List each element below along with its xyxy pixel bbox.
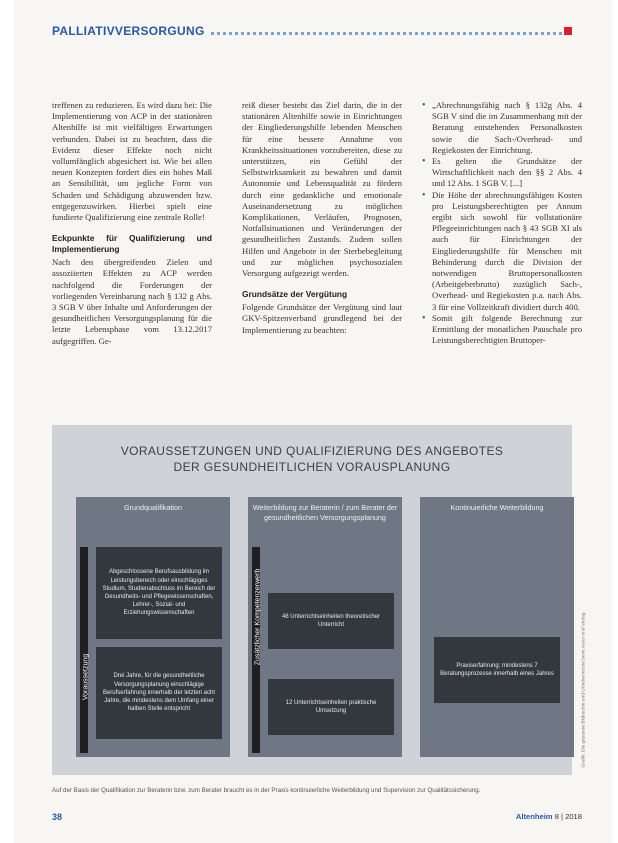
- bullet-item: • „Abrechnungsfähig nach § 132g Abs. 4 SGB V sind die im Zusammenhang mit der Beratung entstehenden Personalkosten sowie die Sach-/Overhead- und Regiekosten der Einrichtung.: [422, 100, 582, 156]
- infographic-title: [52, 443, 572, 475]
- card-kontinuierliche-weiterbildung: [420, 497, 574, 757]
- body-paragraph: treffenen zu reduzieren. Es wird dazu bei: Die Implementierung von ACP in der stationären Altenhilfe ist mit vielfältigen Erwartungen verbunden. Dabei ist zu beachten, dass die Evidenz dieser Effekte noch nicht vollumfänglich abgesichert ist. Wie bei allen neuen Konzepten fordert dies ein hohes Maß an Sensibilität, um jegliche Form von Schaden und Schädigung abzuwenden bzw. entgegenzuwirken. Hierbei spielt eine fundierte Qualifizierung eine zentrale Rolle!: [52, 100, 212, 223]
- subheading: Eckpunkte für Qualifizierung und Implementierung: [52, 233, 212, 255]
- card-inner-box: Abgeschlossene Berufsausbildung im Leistungsbereich oder einschlägiges Studium, Studienabschluss im Bereich der Gesundheits- und Pflegewissenschaften, Lehrer-, Sozial- und Erziehungswissenschaften: [96, 547, 222, 639]
- magazine-name: Altenheim: [515, 812, 553, 821]
- card-weiterbildung: [248, 497, 402, 757]
- card-heading: Kontinuierliche Weiterbildung: [450, 503, 544, 512]
- image-credit: [578, 560, 590, 820]
- card-inner-box: 48 Unterrichtseinheiten theoretischer Unterricht: [268, 593, 394, 649]
- side-label-text: Zusätzlicher Kompetenzerwerb: [254, 568, 262, 666]
- card-heading: Grundqualifikation: [124, 503, 182, 512]
- infographic-box: [52, 425, 572, 775]
- card-side-label: [80, 617, 92, 737]
- body-paragraph: reiß dieser besteht das Ziel darin, die in der stationären Altenhilfe sowie in Einrichtungen der Eingliederungshilfe lebenden Menschen für eine bessere Annahme von Krankheitssituationen vorzubereiten, diese zu unterstützen, ein Gefühl der Selbstwirksamkeit zu bewahren und damit Autonomie und Lebensqualität zu fördern durch eine gedankliche und emotionale Auseinandersetzung zu möglichen Komplikationen, Verläufen, Prognosen, Notfallsituationen und Veränderungen der gesundheitlichen Zustands. Zudem sollen Hilfen und Angebote in der Sterbebegleitung und zur möglichen psychosozialen Versorgung aufgezeigt werden.: [242, 100, 402, 279]
- section-title: PALLIATIVVERSORGUNG: [52, 24, 205, 38]
- bullet-item: • Somit gilt folgende Berechnung zur Ermittlung der monatlichen Pauschale pro Leistungsberechtigten Bruttoper-: [422, 313, 582, 347]
- infographic-title-line: VORAUSSETZUNGEN UND QUALIFIZIERUNG DES ANGEBOTES: [120, 444, 504, 458]
- card-heading: Weiterbildung zur Beraterin / zum Berater der gesundheitlichen Versorgungsplanung: [252, 503, 398, 522]
- figure-caption: Auf der Basis der Qualifikation zur Beraterin bzw. zum Berater braucht es in der Praxis kontinuierliche Weiterbildung und Supervision zur Qualitätssicherung.: [52, 787, 481, 794]
- issue-number: 8 | 2018: [554, 812, 582, 821]
- card-inner-box: Drei Jahre, für die gesundheitliche Versorgungsplanung einschlägige Berufserfahrung innerhalb der letzten acht Jahre, die mindestens dem Umfang einer halben Stelle entspricht: [96, 647, 222, 739]
- text-column-1: [52, 100, 212, 347]
- card-inner-box: 12 Unterrichtseinheiten praktische Umsetzung: [268, 679, 394, 735]
- text-column-2: [242, 100, 402, 336]
- credit-text: Grafik: Die gesamte Bildrechte und Urheberrechte beim Autor und Verlag: [581, 612, 587, 768]
- bullet-item: • Die Höhe der abrechnungsfähigen Kosten pro Leistungsberechtigten per Annum ergibt sich sowohl für vollstationäre Pflegeeinrichtungen nach § 43 SGB XI als auch für Einrichtungen der Eingliederungshilfe für Menschen mit Behinderung durch die Division der notwendigen Bruttopersonalkosten (Arbeitgeberbrutto) zuzüglich Sach-, Overhead- und Regiekosten p.a. nach Abs. 3 für eine Vollzeitkraft dividiert durch 400.: [422, 190, 582, 313]
- header-dotted-rule: [211, 32, 562, 35]
- footer-publication: [516, 812, 582, 821]
- body-paragraph: Nach den übergreifenden Zielen und assoziierten Effekten zu ACP werden nachfolgend die Forderungen der vorliegenden Vereinbarung nach § 132 g Abs. 3 SGB V über Inhalte und Anforderungen der gesundheitlichen Versorgungsplanung für die letzte Lebensphase vom 13.12.2017 aufgegriffen. Ge-: [52, 257, 212, 346]
- header-accent-block: [564, 27, 572, 35]
- side-label-text: Voraussetzung: [82, 653, 90, 701]
- bullet-item: • Es gelten die Grundsätze der Wirtschaftlichkeit nach den §§ 2 Abs. 4 und 12 Abs. 1 SGB V. [...]: [422, 156, 582, 190]
- card-side-label: [252, 557, 264, 677]
- body-paragraph: Folgende Grundsätze der Vergütung sind laut GKV-Spitzenverband grundlegend bei der Implementierung zu beachten:: [242, 302, 402, 335]
- page-number: 38: [52, 812, 63, 822]
- card-grundqualifikation: [76, 497, 230, 757]
- card-inner-box: Praxiserfahrung: mindestens 7 Beratungsprozesse innerhalb eines Jahres: [434, 637, 560, 703]
- section-header: [52, 22, 572, 40]
- infographic-title-line: DER GESUNDHEITLICHEN VORAUSPLANUNG: [173, 460, 451, 474]
- subheading: Grundsätze der Vergütung: [242, 289, 348, 300]
- text-column-3: [422, 100, 582, 346]
